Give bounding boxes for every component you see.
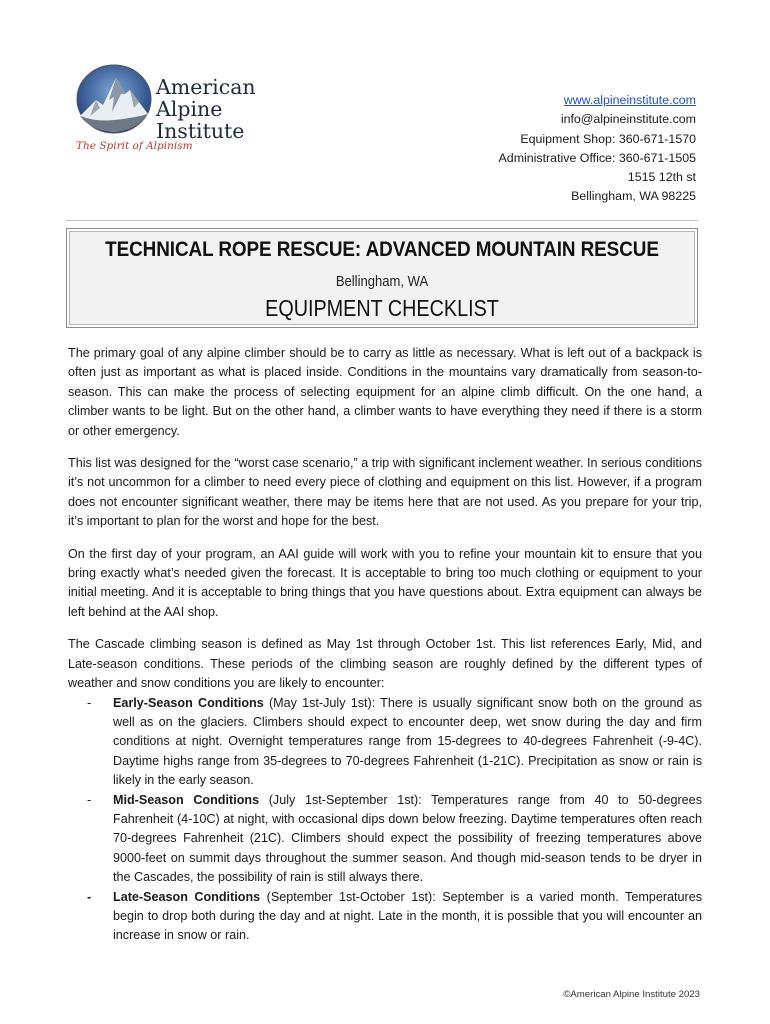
equipment-shop-phone: Equipment Shop: 360-671-1570 [520, 131, 696, 146]
list-bullet: - [87, 792, 92, 807]
tagline: The Spirit of Alpinism [76, 140, 193, 152]
season-description: (July 1st-September 1st): Temperatures range from 40 to 50-degrees Fahrenheit (4-10C) at night, with occasional dips down below freezing. Daytime temperatures often reach 70-degrees Fahrenheit (21C). Climbers should expect the possibility of freezing temperatures above 9000-feet on summit days throughout the summer season. And though mid-season tends to be dryer in the Cascades, the possibility of rain is still always there. [113, 792, 702, 885]
list-bullet: - [87, 695, 92, 710]
season-name: Mid-Season Conditions [113, 792, 260, 807]
brand-line-1: American [156, 75, 256, 99]
season-name: Early-Season Conditions [113, 695, 264, 710]
list-item [68, 791, 702, 888]
copyright-footer: ©American Alpine Institute 2023 [563, 989, 700, 1000]
list-item [68, 694, 702, 791]
paragraph-season: The Cascade climbing season is defined as May 1st through October 1st. This list references Early, Mid, and Late-season conditions. These periods of the climbing season are roughly defined by the different types of weather and snow conditions you are likely to encounter: [68, 637, 702, 691]
list-bullet: - [87, 889, 92, 904]
list-item [68, 888, 702, 946]
brand-name [156, 76, 316, 142]
website-link[interactable]: www.alpineinstitute.com [563, 93, 696, 107]
season-description: (May 1st-July 1st): There is usually significant snow both on the ground as well as on the glaciers. Climbers should expect to encounter deep, wet snow during the day and firm conditions at night. Overnight temperatures range from 15-degrees to 40-degrees Fahrenheit (-9-4C). Daytime highs range from 35-degrees to 70-degrees Fahrenheit (1-21C). Precipitation as snow or rain is likely in the early season. [113, 695, 702, 788]
contact-block [499, 91, 696, 207]
course-title: TECHNICAL ROPE RESCUE: ADVANCED MOUNTAIN RESCUE [105, 238, 659, 261]
city-address: Bellingham, WA 98225 [571, 189, 696, 204]
mountain-logo-icon [76, 64, 152, 134]
header-divider [66, 220, 698, 221]
document-type: EQUIPMENT CHECKLIST [265, 295, 499, 321]
course-location: Bellingham, WA [335, 274, 429, 290]
title-box [66, 228, 698, 328]
email-address: info@alpineinstitute.com [560, 112, 696, 127]
brand-line-2: Alpine Institute [156, 97, 245, 143]
aai-logo [76, 62, 316, 162]
paragraph-first-day: On the first day of your program, an AAI guide will work with you to refine your mountain kit to ensure that you bring exactly what’s needed given the forecast. It is acceptable to bring too much clothing or equipment to your initial meeting. And it is acceptable to bring things that you have questions about. Extra equipment can always be left behind at the AAI shop. [68, 546, 702, 619]
paragraph-intro: The primary goal of any alpine climber should be to carry as little as necessary. What is left out of a backpack is often just as important as what is placed inside. Conditions in the mountains vary dramatically from season-to-season. This can make the process of selecting equipment for an alpine climb difficult. On the one hand, a climber wants to be light. But on the other hand, a climber wants to have everything they need if there is a storm or other emergency. [68, 346, 702, 438]
paragraph-worst-case: This list was designed for the “worst case scenario,” a trip with significant inclement weather. In serious conditions it’s not uncommon for a climber to need every piece of clothing and equipment on this list. However, if a program does not encounter significant weather, there may be items here that are not used. As you prepare for your trip, it’s important to plan for the worst and hope for the best. [68, 456, 702, 529]
season-name: Late-Season Conditions [113, 889, 261, 904]
document-body [68, 344, 702, 946]
street-address: 1515 12th st [627, 170, 696, 185]
season-list [68, 694, 702, 946]
admin-office-phone: Administrative Office: 360-671-1505 [498, 150, 696, 165]
season-description: (September 1st-October 1st): September is a varied month. Temperatures begin to drop both during the day and at night. Late in the month, it is possible that you will encounter an increase in snow or rain. [113, 889, 703, 943]
